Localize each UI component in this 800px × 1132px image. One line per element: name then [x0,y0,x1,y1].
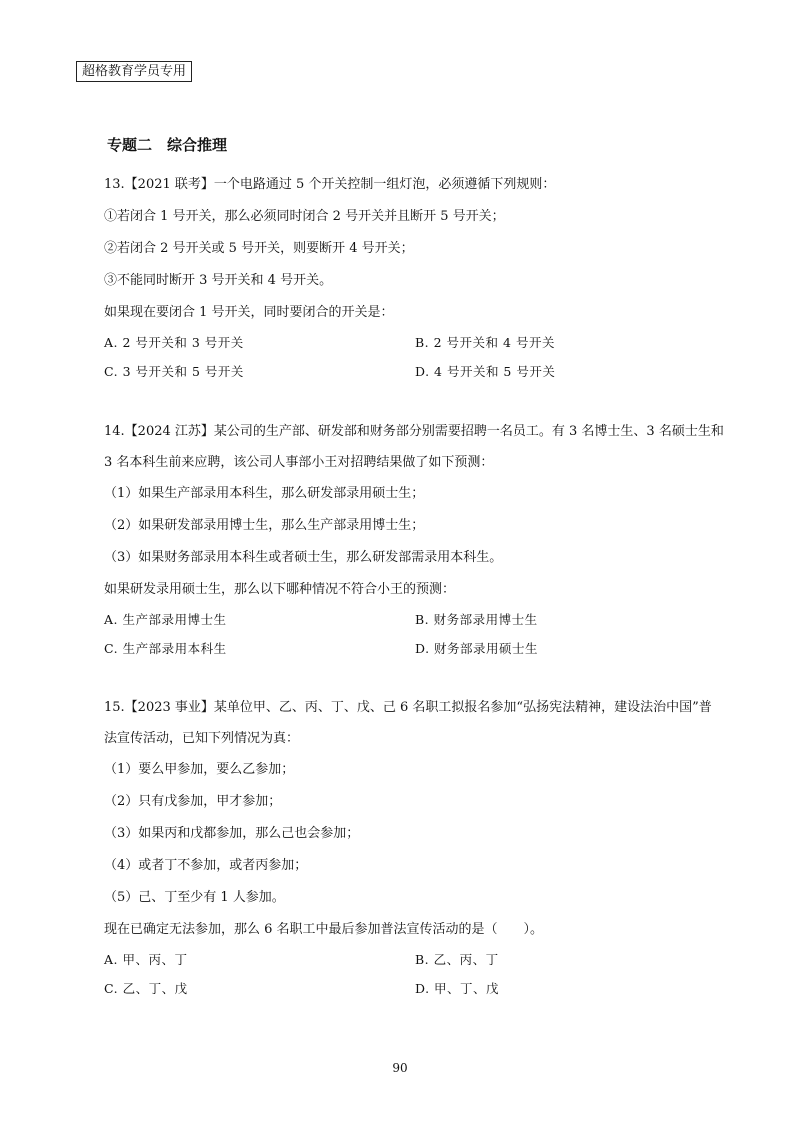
option-c[interactable]: C. 生产部录用本科生 [104,641,227,656]
condition-line: （1）如果生产部录用本科生，那么研发部录用硕士生； [104,486,425,501]
question-13 [104,173,724,391]
condition-line: （2）只有戊参加，甲才参加； [104,794,282,809]
option-d[interactable]: D. 4 号开关和 5 号开关 [415,364,556,379]
option-a[interactable]: A. 生产部录用博士生 [104,612,227,627]
condition-line: （4）或者丁不参加，或者丙参加； [104,858,308,873]
question-stem: 13.【2021 联考】一个电路通过 5 个开关控制一组灯泡，必须遵循下列规则： [104,177,556,192]
option-d[interactable]: D. 财务部录用硕士生 [415,641,539,656]
condition-line: （1）要么甲参加，要么乙参加； [104,762,295,777]
question-stem: 15.【2023 事业】某单位甲、乙、丙、丁、戊、己 6 名职工拟报名参加“弘扬宪法精神，建设法治中国”普法宣传活动，已知下列情况为真： [104,700,712,746]
option-c[interactable]: C. 3 号开关和 5 号开关 [104,364,244,379]
option-b[interactable]: B. 乙、丙、丁 [415,952,499,967]
page-number: 90 [392,1061,408,1075]
options-block [104,333,724,391]
question-stem: 14.【2024 江苏】某公司的生产部、研发部和财务部分别需要招聘一名员工。有 3 名博士生、3 名硕士生和 3 名本科生前来应聘，该公司人事部小王对招聘结果做了如下预测： [104,424,724,470]
option-b[interactable]: B. 财务部录用博士生 [415,612,538,627]
options-block [104,950,724,1008]
option-d[interactable]: D. 甲、丁、戊 [415,981,500,996]
option-c[interactable]: C. 乙、丁、戊 [104,981,188,996]
condition-line: （3）如果丙和戊都参加，那么己也会参加； [104,826,360,841]
section-title: 专题二 综合推理 [107,136,228,154]
condition-line: （5）己、丁至少有 1 人参加。 [104,890,285,905]
question-14 [104,416,724,668]
condition-line: （3）如果财务部录用本科生或者硕士生，那么研发部需录用本科生。 [104,550,503,565]
header-tag: 超格教育学员专用 [76,61,192,82]
condition-line: （2）如果研发部录用博士生，那么生产部录用博士生； [104,518,425,533]
options-block [104,610,724,668]
option-a[interactable]: A. 甲、丙、丁 [104,952,188,967]
question-15 [104,692,724,1008]
condition-line: ①若闭合 1 号开关，那么必须同时闭合 2 号开关并且断开 5 号开关； [104,209,505,224]
question-ask: 现在已确定无法参加，那么 6 名职工中最后参加普法宣传活动的是（ ）。 [104,922,544,937]
condition-line: ③不能同时断开 3 号开关和 4 号开关。 [104,273,333,288]
question-ask: 如果现在要闭合 1 号开关，同时要闭合的开关是： [104,305,394,320]
option-a[interactable]: A. 2 号开关和 3 号开关 [104,335,244,350]
option-b[interactable]: B. 2 号开关和 4 号开关 [415,335,555,350]
question-ask: 如果研发录用硕士生，那么以下哪种情况不符合小王的预测： [104,582,456,597]
condition-line: ②若闭合 2 号开关或 5 号开关，则要断开 4 号开关； [104,241,414,256]
